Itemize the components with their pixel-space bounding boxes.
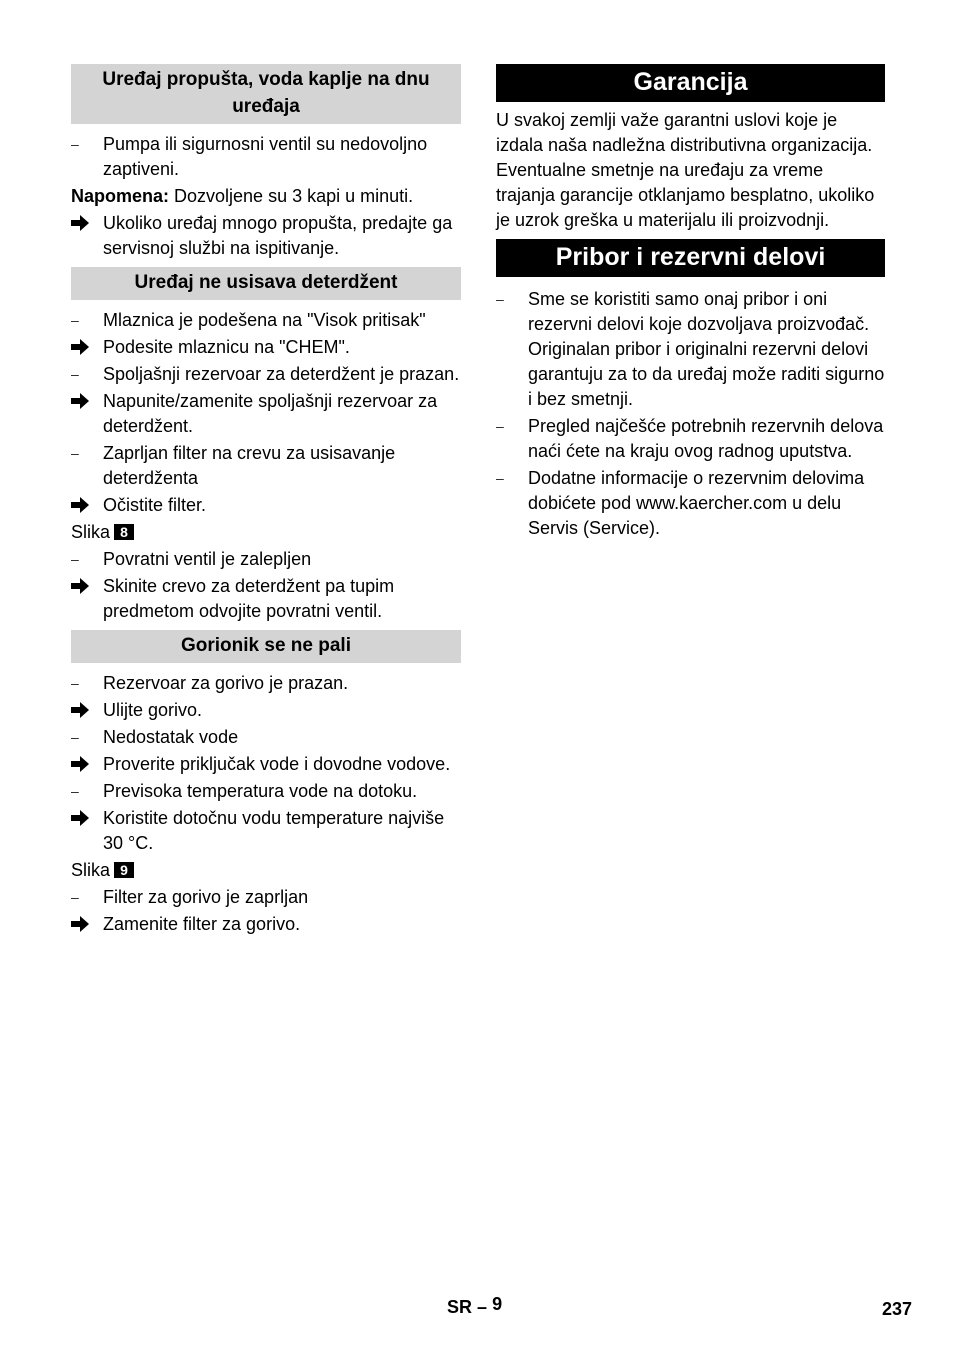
list-item — [71, 547, 461, 572]
list-item — [496, 466, 885, 541]
dash-marker: – — [71, 783, 79, 799]
arrow-right-icon — [71, 335, 95, 355]
dash-marker: – — [71, 889, 79, 905]
list-item — [71, 806, 461, 856]
section-heading-burner: Gorionik se ne pali — [71, 630, 461, 663]
item-text: Sme se koristiti samo onaj pribor i oni rezervni delovi koje dozvoljava proizvođač. Originalan pribor i originalni rezervni delovi garantuju za to da uređaj može raditi sigurno i bez smetnji. — [528, 289, 885, 409]
list-item — [71, 885, 461, 910]
item-text: Dodatne informacije o rezervnim delovima dobićete pod www.kaercher.com u delu Servis (Service). — [528, 468, 865, 538]
footer-section-label — [447, 1294, 503, 1318]
list-item — [71, 132, 461, 182]
item-text: Nedostatak vode — [103, 727, 239, 747]
list-item — [496, 414, 885, 464]
list-item — [71, 671, 461, 696]
section-heading-leak: Uređaj propušta, voda kaplje na dnu uređaja — [71, 64, 461, 124]
item-text: Očistite filter. — [103, 495, 207, 515]
item-text: Proverite priključak vode i dovodne vodove. — [103, 754, 451, 774]
item-text: Ukoliko uređaj mnogo propušta, predajte ga servisnoj službi na ispitivanje. — [103, 213, 453, 258]
arrow-right-icon — [71, 574, 95, 594]
figure-number-badge: 9 — [114, 862, 134, 878]
list-item — [71, 725, 461, 750]
arrow-right-icon — [71, 389, 95, 409]
item-text: Zamenite filter za gorivo. — [103, 914, 301, 934]
arrow-right-icon — [71, 493, 95, 513]
item-text: Napunite/zamenite spoljašnji rezervoar za deterdžent. — [103, 391, 438, 436]
footer-dash: – — [477, 1297, 488, 1317]
item-text: Ulijte gorivo. — [103, 700, 203, 720]
dash-marker: – — [71, 445, 79, 461]
arrow-right-icon — [71, 752, 95, 772]
list-item — [71, 493, 461, 518]
item-text: Pumpa ili sigurnosni ventil su nedovoljno zaptiveni. — [103, 134, 428, 179]
dash-marker: – — [71, 366, 79, 382]
figure-label: Slika — [71, 860, 111, 880]
figure-number-badge: 8 — [114, 524, 134, 540]
warranty-paragraph: U svakoj zemlji važe garantni uslovi koje je izdala naša nadležna distributivna organizacija. Eventualne smetnje na uređaju za vreme trajanja garancije otklanjamo besplatno, ukoliko je uzrok greška u materijalu ili proizvodnji. — [496, 110, 875, 230]
list-item — [71, 362, 461, 387]
list-item — [71, 335, 461, 360]
right-column — [496, 64, 885, 543]
section-heading-detergent: Uređaj ne usisava deterdžent — [71, 267, 461, 300]
dash-marker: – — [71, 312, 79, 328]
list-item — [71, 698, 461, 723]
arrow-right-icon — [71, 912, 95, 932]
item-text: Povratni ventil je zalepljen — [103, 549, 312, 569]
item-text: Mlaznica je podešena na "Visok pritisak" — [103, 310, 426, 330]
list-item — [496, 287, 885, 412]
section-heading-warranty: Garancija — [496, 64, 885, 102]
list-item — [71, 752, 461, 777]
figure-reference — [71, 520, 461, 545]
list-item — [71, 308, 461, 333]
item-text: Filter za gorivo je zaprljan — [103, 887, 309, 907]
arrow-right-icon — [71, 806, 95, 826]
note-text: Dozvoljene su 3 kapi u minuti. — [169, 186, 414, 206]
dash-marker: – — [71, 675, 79, 691]
list-item — [71, 441, 461, 491]
item-text: Spoljašnji rezervoar za deterdžent je prazan. — [103, 364, 460, 384]
arrow-right-icon — [71, 211, 95, 231]
item-text: Skinite crevo za deterdžent pa tupim predmetom odvojite povratni ventil. — [103, 576, 395, 621]
item-text: Podesite mlaznicu na "CHEM". — [103, 337, 350, 357]
footer-language: SR — [447, 1297, 473, 1317]
note-label: Napomena: — [71, 186, 170, 206]
left-column — [71, 64, 461, 939]
dash-marker: – — [71, 551, 79, 567]
item-text: Previsoka temperatura vode na dotoku. — [103, 781, 418, 801]
item-text: Zaprljan filter na crevu za usisavanje deterdženta — [103, 443, 396, 488]
item-text: Koristite dotočnu vodu temperature najviše 30 °C. — [103, 808, 445, 853]
arrow-right-icon — [71, 698, 95, 718]
item-text: Rezervoar za gorivo je prazan. — [103, 673, 349, 693]
list-item — [71, 211, 461, 261]
list-item — [71, 389, 461, 439]
item-text: Pregled najčešće potrebnih rezervnih delova naći ćete na kraju ovog radnog uputstva. — [528, 416, 884, 461]
footer-section-page: 9 — [492, 1294, 503, 1314]
dash-marker: – — [496, 291, 504, 307]
note-paragraph — [71, 184, 461, 209]
page-number: 237 — [881, 1299, 912, 1319]
figure-reference — [71, 858, 461, 883]
dash-marker: – — [71, 729, 79, 745]
list-item — [71, 574, 461, 624]
list-item — [71, 912, 461, 937]
dash-marker: – — [71, 136, 79, 152]
figure-label: Slika — [71, 522, 111, 542]
section-heading-accessories: Pribor i rezervni delovi — [496, 239, 885, 277]
dash-marker: – — [496, 418, 504, 434]
dash-marker: – — [496, 470, 504, 486]
list-item — [71, 779, 461, 804]
